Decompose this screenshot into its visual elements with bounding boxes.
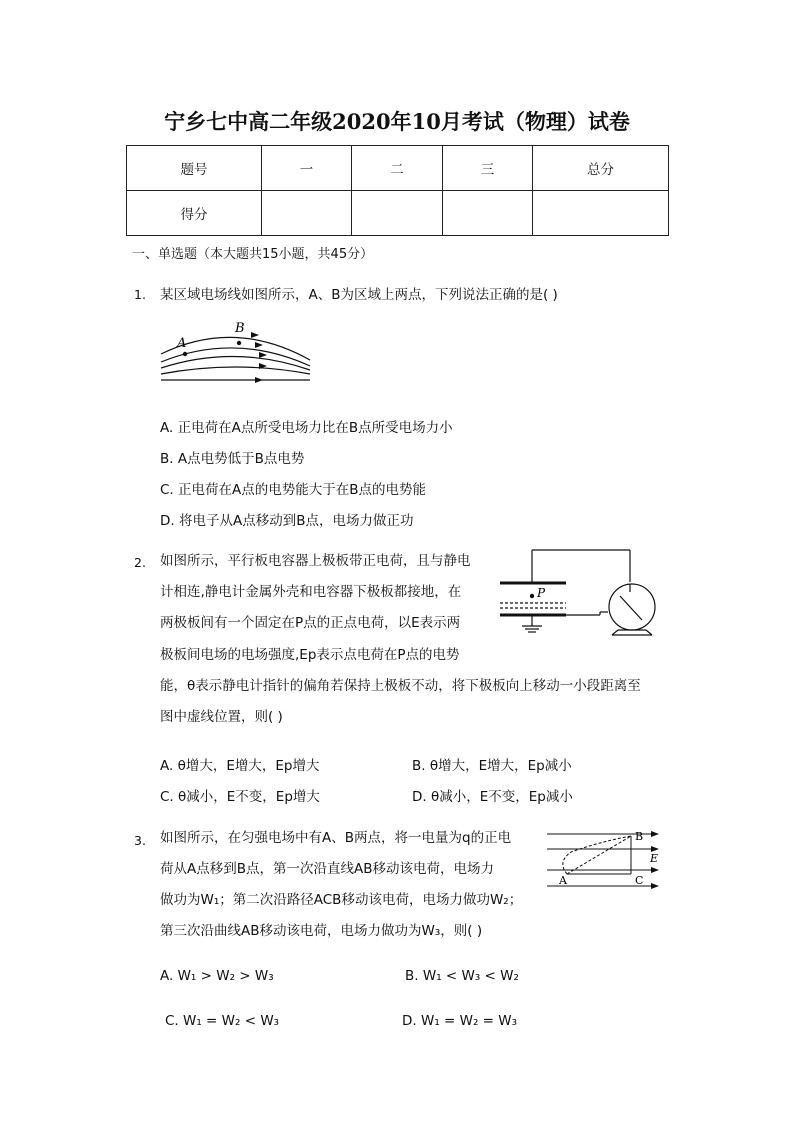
field-arrow	[255, 377, 263, 383]
score-table-header-cell: 一	[262, 146, 352, 191]
page-title: 宁乡七中高二年级2020年10月考试（物理）试卷	[164, 109, 630, 134]
point-a	[183, 352, 187, 356]
question-stem-line: 计相连,静电计金属外壳和电容器下极板都接地，在	[160, 584, 462, 600]
question-stem-line: 第三次沿曲线AB移动该电荷，电场力做功为W₃，则( )	[160, 923, 483, 939]
score-cell[interactable]	[443, 191, 533, 236]
question-number: 3.	[134, 833, 146, 848]
label-b: B	[235, 321, 245, 336]
point-p	[530, 594, 534, 598]
section-heading: 一、单选题（本大题共15小题，共45分）	[132, 247, 374, 262]
electric-field-lines-figure	[155, 316, 315, 388]
option-a[interactable]: A. W₁ > W₂ > W₃	[160, 968, 274, 984]
question-stem-line: 如图所示，平行板电容器上极板带正电荷，且与静电	[160, 553, 471, 569]
option-a[interactable]: A. 正电荷在A点所受电场力比在B点所受电场力小	[160, 420, 453, 436]
question-stem: 某区域电场线如图所示，A、B为区域上两点，下列说法正确的是( )	[160, 287, 558, 303]
score-table	[126, 145, 669, 236]
score-table-header-cell: 总分	[533, 146, 669, 191]
option-b[interactable]: B. W₁ < W₃ < W₂	[405, 968, 519, 984]
label-b: B	[635, 830, 644, 843]
question-stem-line: 两极板间有一个固定在P点的正点电荷，以E表示两	[160, 615, 461, 631]
option-d[interactable]: D. θ减小，E不变，Ep减小	[412, 789, 573, 805]
option-a[interactable]: A. θ增大，E增大，Ep增大	[160, 758, 320, 774]
label-c: C	[635, 874, 644, 887]
question-stem-line: 图中虚线位置，则( )	[160, 709, 283, 725]
question-stem-line: 做功为W₁；第二次沿路径ACB移动该电荷，电场力做功W₂；	[160, 892, 523, 908]
question-number: 2.	[134, 555, 146, 570]
uniform-field-path-figure	[543, 822, 665, 894]
label-a: A	[559, 874, 567, 887]
option-b[interactable]: B. θ增大，E增大，Ep减小	[412, 758, 572, 774]
label-p: P	[537, 586, 546, 600]
question-stem-line: 荷从A点移到B点，第一次沿直线AB移动该电荷，电场力	[160, 861, 494, 877]
question-stem-line: 如图所示，在匀强电场中有A、B两点，将一电量为q的正电	[160, 830, 512, 846]
option-c[interactable]: C. θ减小，E不变，Ep增大	[160, 789, 320, 805]
option-b[interactable]: B. A点电势低于B点电势	[160, 451, 305, 467]
option-d[interactable]: D. W₁ = W₂ = W₃	[402, 1013, 518, 1029]
score-cell[interactable]	[262, 191, 352, 236]
option-d[interactable]: D. 将电子从A点移动到B点，电场力做正功	[160, 513, 414, 529]
option-c[interactable]: C. W₁ = W₂ < W₃	[165, 1013, 280, 1029]
question-stem-line: 能，θ表示静电计指针的偏角若保持上极板不动，将下极板向上移动一小段距离至	[160, 678, 641, 694]
label-e: E	[650, 852, 659, 865]
field-arrow	[259, 352, 267, 358]
score-table-score-row	[127, 191, 669, 236]
score-cell[interactable]	[352, 191, 443, 236]
question-stem-line: 极板间电场的电场强度,Ep表示点电荷在P点的电势	[160, 647, 460, 663]
field-arrow	[251, 332, 259, 338]
question-number: 1.	[134, 287, 146, 302]
option-c[interactable]: C. 正电荷在A点的电势能大于在B点的电势能	[160, 482, 427, 498]
label-a: A	[177, 336, 187, 351]
score-table-header-cell: 二	[352, 146, 443, 191]
score-cell[interactable]	[533, 191, 669, 236]
score-table-header-cell: 题号	[127, 146, 262, 191]
score-table-header-row	[127, 146, 669, 191]
score-table-header-cell: 三	[443, 146, 533, 191]
score-row-label: 得分	[127, 191, 262, 236]
capacitor-electrometer-figure	[494, 544, 666, 644]
field-arrow	[255, 342, 263, 348]
point-b	[237, 341, 241, 345]
